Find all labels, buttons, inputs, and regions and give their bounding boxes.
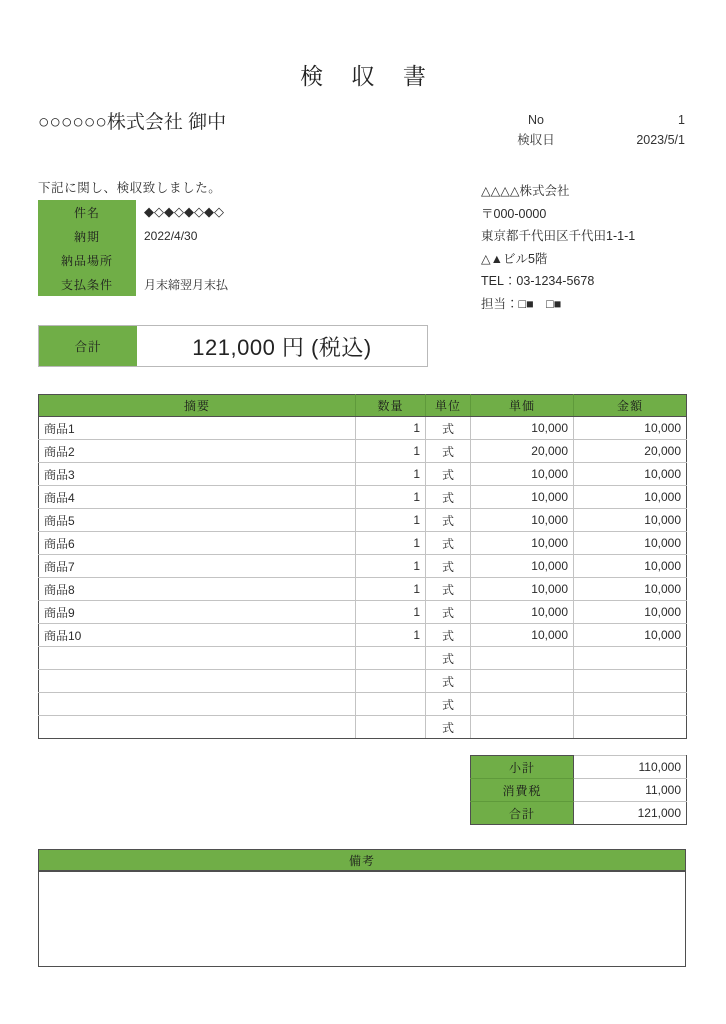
cell-description: 商品2: [39, 440, 356, 463]
intro-text: 下記に関し、検収致しました。: [38, 181, 222, 195]
cell-description: [39, 670, 356, 693]
cell-unit: 式: [426, 693, 471, 716]
totals-row-tax: [471, 779, 687, 802]
document-meta: [500, 110, 685, 150]
table-row: [39, 601, 687, 624]
cell-description: [39, 693, 356, 716]
no-label: No: [528, 113, 544, 127]
cell-description: [39, 716, 356, 739]
column-header-unit-price: 単価: [471, 395, 574, 417]
cell-quantity: 1: [356, 440, 426, 463]
inspection-date-label: 検収日: [517, 133, 555, 147]
cell-amount: 10,000: [574, 601, 687, 624]
table-row: [39, 532, 687, 555]
cell-unit-price: 10,000: [471, 624, 574, 647]
table-row: [39, 647, 687, 670]
detail-label-delivery-date: 納期: [38, 224, 136, 248]
totals-row-total: [471, 802, 687, 825]
cell-quantity: 1: [356, 509, 426, 532]
detail-table: [38, 200, 293, 296]
detail-value-delivery-place: [136, 248, 293, 272]
cell-amount: [574, 716, 687, 739]
items-table-header-row: [39, 395, 687, 417]
cell-description: 商品5: [39, 509, 356, 532]
issuer-contact-person: 担当：□■ □■: [481, 296, 562, 311]
table-row: [39, 440, 687, 463]
cell-description: 商品1: [39, 417, 356, 440]
cell-unit-price: 10,000: [471, 601, 574, 624]
cell-quantity: [356, 647, 426, 670]
column-header-quantity: 数量: [356, 395, 426, 417]
cell-unit: 式: [426, 463, 471, 486]
cell-description: 商品10: [39, 624, 356, 647]
detail-row: [38, 224, 293, 248]
tax-value: 11,000: [574, 779, 687, 802]
cell-unit: 式: [426, 486, 471, 509]
cell-unit: 式: [426, 440, 471, 463]
cell-unit-price: 10,000: [471, 486, 574, 509]
cell-unit-price: 20,000: [471, 440, 574, 463]
grand-total-box: [38, 325, 428, 367]
table-row: [39, 716, 687, 739]
detail-label-payment-terms: 支払条件: [38, 272, 136, 296]
cell-quantity: 1: [356, 578, 426, 601]
table-row: [39, 486, 687, 509]
cell-unit: 式: [426, 601, 471, 624]
cell-unit-price: [471, 693, 574, 716]
inspection-date-value: 2023/5/1: [636, 133, 685, 147]
meta-row-no: [500, 110, 685, 130]
grand-total-value: 121,000 円 (税込): [192, 334, 372, 360]
cell-unit: 式: [426, 624, 471, 647]
cell-unit: 式: [426, 670, 471, 693]
items-table-body: [39, 417, 687, 739]
table-row: [39, 670, 687, 693]
detail-row: [38, 200, 293, 224]
column-header-unit: 単位: [426, 395, 471, 417]
cell-quantity: [356, 693, 426, 716]
total-value: 121,000: [574, 802, 687, 825]
cell-unit-price: 10,000: [471, 509, 574, 532]
cell-description: 商品9: [39, 601, 356, 624]
totals-table: [470, 755, 687, 825]
cell-quantity: 1: [356, 463, 426, 486]
cell-unit: 式: [426, 509, 471, 532]
page-title: 検 収 書: [300, 63, 437, 89]
cell-unit: 式: [426, 647, 471, 670]
cell-quantity: 1: [356, 532, 426, 555]
cell-amount: 10,000: [574, 509, 687, 532]
column-header-amount: 金額: [574, 395, 687, 417]
issuer-company-block: [481, 180, 635, 315]
addressee: ○○○○○○株式会社 御中: [38, 112, 227, 133]
cell-unit-price: 10,000: [471, 555, 574, 578]
cell-amount: 10,000: [574, 463, 687, 486]
cell-unit: 式: [426, 555, 471, 578]
cell-amount: 10,000: [574, 624, 687, 647]
issuer-address: 東京都千代田区千代田1-1-1: [481, 229, 636, 243]
cell-amount: 20,000: [574, 440, 687, 463]
meta-row-date: [500, 130, 685, 150]
cell-amount: 10,000: [574, 578, 687, 601]
cell-unit-price: [471, 670, 574, 693]
items-table: [38, 394, 687, 739]
cell-unit-price: [471, 647, 574, 670]
cell-amount: 10,000: [574, 486, 687, 509]
cell-amount: 10,000: [574, 555, 687, 578]
totals-row-subtotal: [471, 756, 687, 779]
cell-quantity: 1: [356, 417, 426, 440]
detail-row: [38, 272, 293, 296]
table-row: [39, 509, 687, 532]
cell-description: 商品8: [39, 578, 356, 601]
subtotal-value: 110,000: [574, 756, 687, 779]
cell-quantity: 1: [356, 486, 426, 509]
cell-quantity: [356, 670, 426, 693]
cell-description: 商品3: [39, 463, 356, 486]
table-row: [39, 578, 687, 601]
no-value: 1: [678, 113, 685, 127]
detail-value-subject: ◆◇◆◇◆◇◆◇: [144, 204, 224, 219]
column-header-description: 摘要: [39, 395, 356, 417]
table-row: [39, 555, 687, 578]
cell-amount: 10,000: [574, 532, 687, 555]
detail-value-delivery-date: 2022/4/30: [144, 229, 198, 243]
cell-amount: [574, 693, 687, 716]
detail-row: [38, 248, 293, 272]
cell-unit: 式: [426, 716, 471, 739]
cell-description: 商品6: [39, 532, 356, 555]
table-row: [39, 624, 687, 647]
tax-label: 消費税: [471, 779, 574, 802]
cell-quantity: 1: [356, 555, 426, 578]
remarks-header: 備考: [38, 849, 686, 871]
cell-quantity: 1: [356, 601, 426, 624]
cell-unit: 式: [426, 417, 471, 440]
cell-unit: 式: [426, 532, 471, 555]
issuer-postal-code: 〒000-0000: [481, 206, 547, 221]
cell-unit-price: 10,000: [471, 463, 574, 486]
cell-unit-price: 10,000: [471, 578, 574, 601]
cell-amount: [574, 647, 687, 670]
remarks-body[interactable]: [38, 871, 686, 967]
cell-quantity: [356, 716, 426, 739]
cell-description: [39, 647, 356, 670]
detail-label-delivery-place: 納品場所: [38, 248, 136, 272]
detail-label-subject: 件名: [38, 200, 136, 224]
cell-unit-price: 10,000: [471, 532, 574, 555]
cell-unit: 式: [426, 578, 471, 601]
subtotal-label: 小計: [471, 756, 574, 779]
table-row: [39, 693, 687, 716]
grand-total-label: 合計: [39, 326, 137, 366]
cell-amount: 10,000: [574, 417, 687, 440]
table-row: [39, 463, 687, 486]
cell-amount: [574, 670, 687, 693]
cell-description: 商品7: [39, 555, 356, 578]
issuer-building: △▲ビル5階: [481, 251, 548, 266]
cell-description: 商品4: [39, 486, 356, 509]
cell-unit-price: 10,000: [471, 417, 574, 440]
issuer-tel: TEL：03-1234-5678: [481, 274, 595, 288]
detail-value-payment-terms: 月末締翌月末払: [144, 277, 229, 292]
table-row: [39, 417, 687, 440]
cell-quantity: 1: [356, 624, 426, 647]
cell-unit-price: [471, 716, 574, 739]
issuer-company-name: △△△△株式会社: [481, 184, 570, 198]
total-label: 合計: [471, 802, 574, 825]
